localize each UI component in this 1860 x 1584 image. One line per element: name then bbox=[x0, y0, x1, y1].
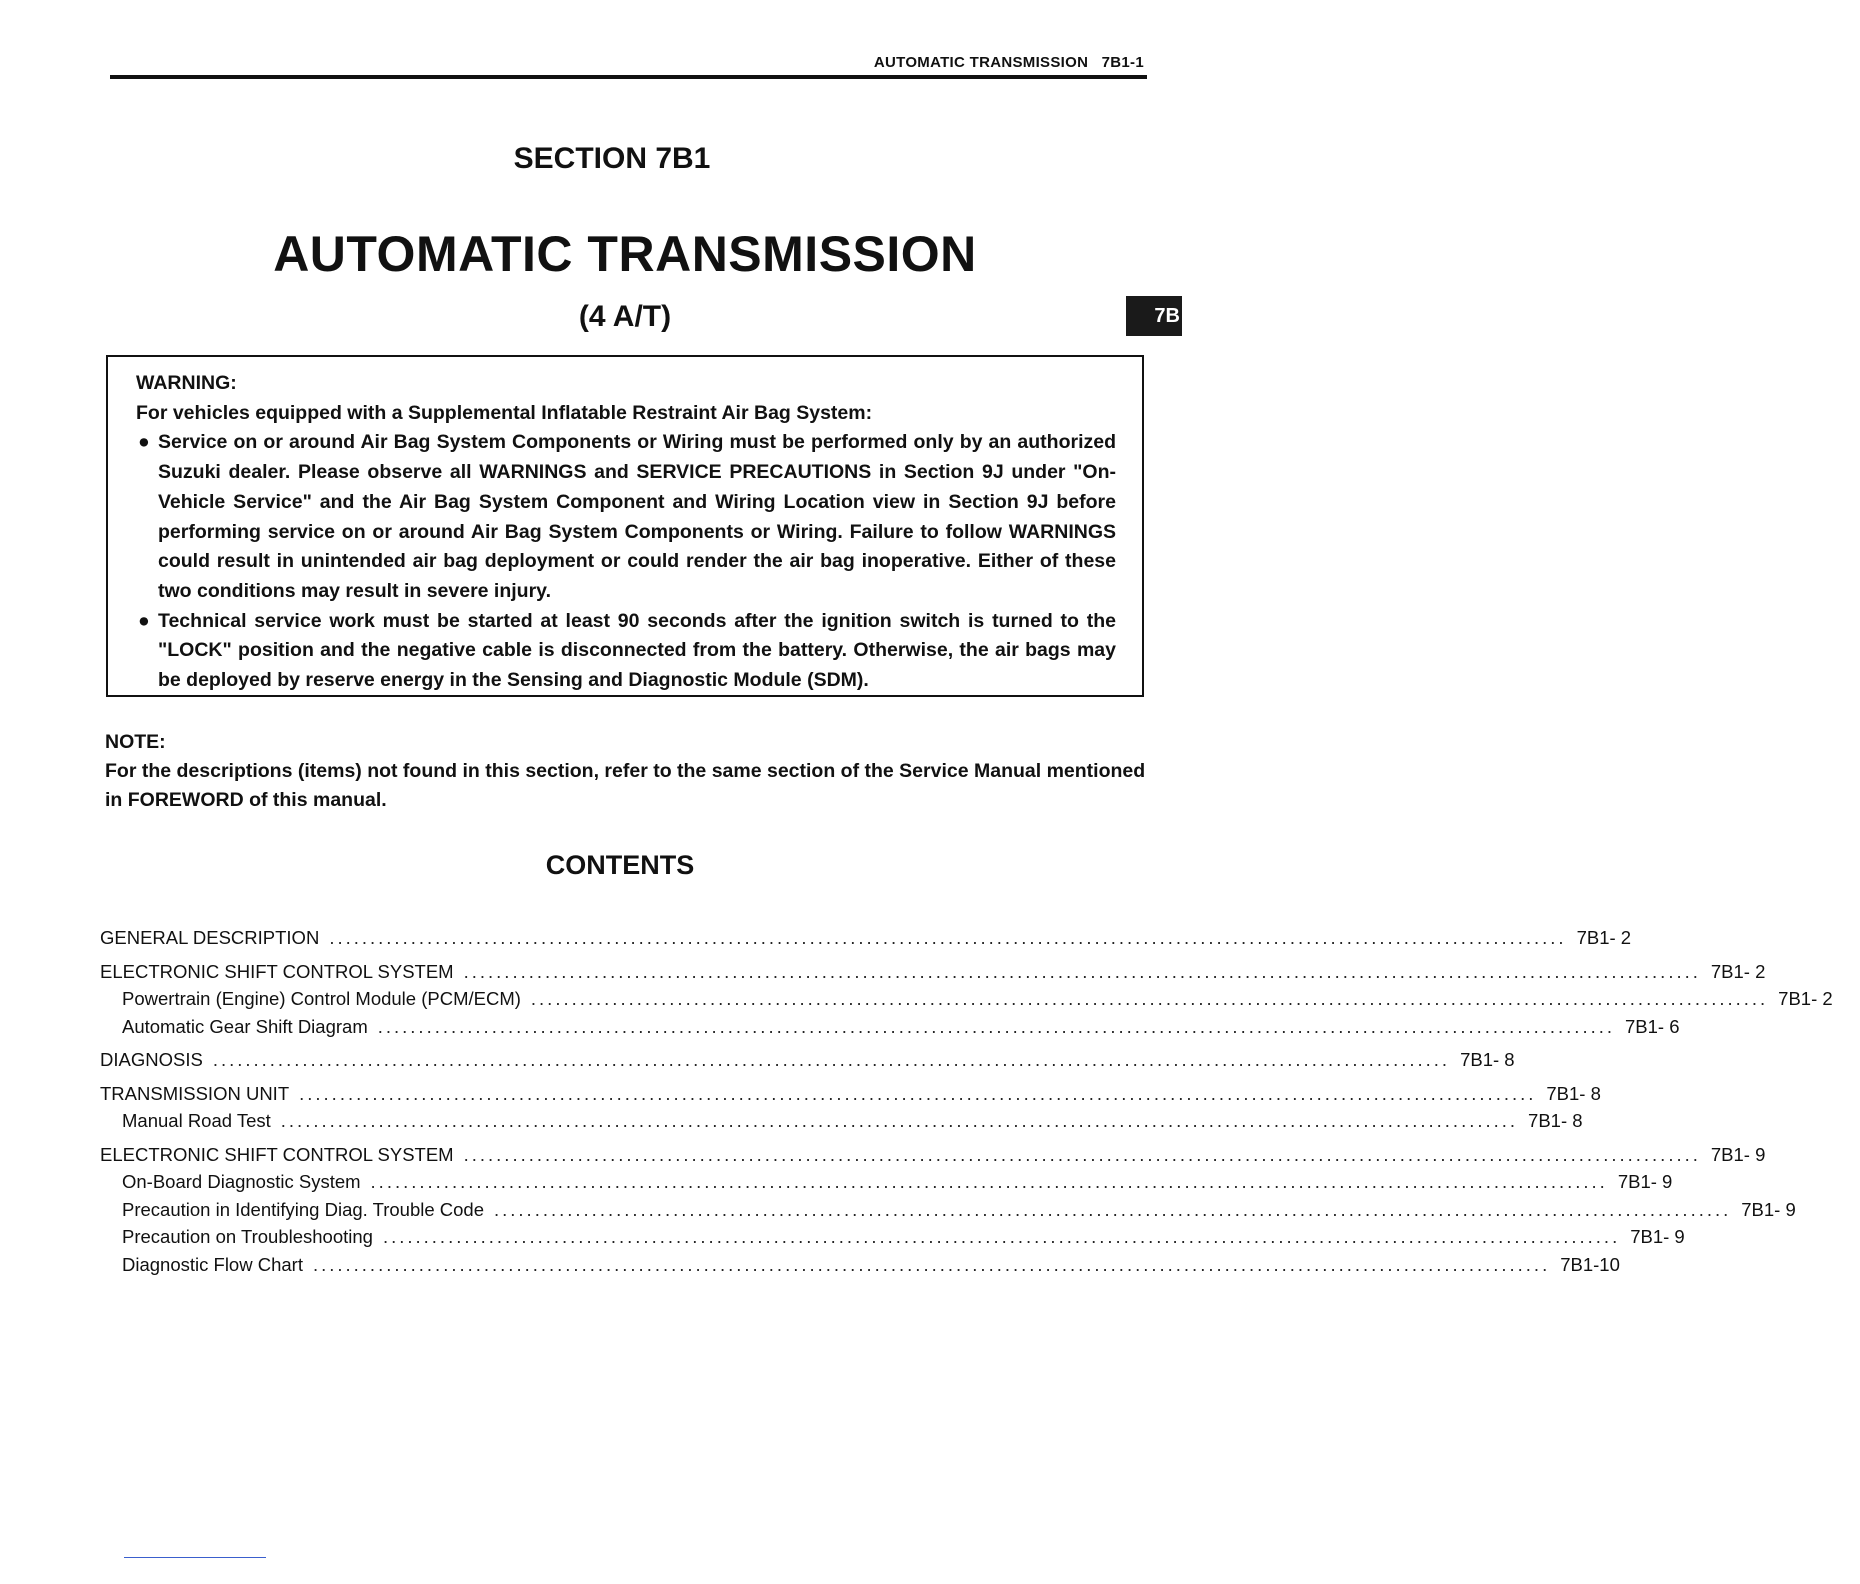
toc-entry-title: ELECTRONIC SHIFT CONTROL SYSTEM bbox=[100, 1143, 454, 1165]
toc-entry[interactable] bbox=[100, 988, 1833, 1016]
toc-entry-title: TRANSMISSION UNIT bbox=[100, 1082, 290, 1104]
toc-entry[interactable] bbox=[100, 1015, 1680, 1044]
toc-entry[interactable] bbox=[100, 1253, 1620, 1282]
toc-entry-title: DIAGNOSIS bbox=[100, 1049, 203, 1070]
note-text: For the descriptions (items) not found in this section, refer to the same section of the Service Manual mentioned in FOREWORD of this manual. bbox=[105, 760, 1146, 811]
toc-entry[interactable] bbox=[100, 927, 1632, 955]
toc-entry-title: Precaution in Identifying Diag. Trouble Code bbox=[122, 1198, 484, 1220]
warning-box bbox=[106, 355, 1144, 697]
toc-entry-page: 7B1- 2 bbox=[1778, 988, 1833, 1009]
section-tab: 7B bbox=[1126, 296, 1182, 336]
warning-bullet bbox=[136, 428, 1116, 606]
toc-entry[interactable] bbox=[100, 1082, 1601, 1111]
toc-leader: ........................................................................................................................................................ bbox=[377, 1015, 1615, 1037]
toc-entry-page: 7B1-10 bbox=[1560, 1253, 1620, 1275]
page-subtitle: (4 A/T) bbox=[578, 300, 672, 333]
warning-title: WARNING: bbox=[136, 372, 237, 394]
toc-entry-title: Powertrain (Engine) Control Module (PCM/ECM) bbox=[122, 988, 521, 1009]
toc-entry[interactable] bbox=[100, 1171, 1673, 1199]
toc-leader: ........................................................................................................................................................ bbox=[530, 988, 1769, 1009]
toc-entry-title: Diagnostic Flow Chart bbox=[122, 1253, 303, 1275]
toc-leader: ........................................................................................................................................................ bbox=[299, 1082, 1537, 1104]
header-rule bbox=[110, 75, 1147, 79]
running-header: AUTOMATIC TRANSMISSION 7B1-1 bbox=[873, 54, 1144, 71]
toc-leader: ........................................................................................................................................................ bbox=[382, 1226, 1621, 1247]
toc-entry[interactable] bbox=[100, 1049, 1515, 1077]
toc-entry-title: On-Board Diagnostic System bbox=[122, 1171, 361, 1192]
warning-list bbox=[136, 428, 1116, 695]
toc-leader: ........................................................................................................................................................ bbox=[212, 1049, 1451, 1070]
bullet-icon: ● bbox=[138, 431, 150, 454]
toc-entry[interactable] bbox=[100, 960, 1766, 989]
warning-bullet bbox=[136, 607, 1116, 696]
warning-intro: For vehicles equipped with a Supplemental Inflatable Restraint Air Bag System: bbox=[136, 401, 873, 424]
toc-entry-page: 7B1- 9 bbox=[1617, 1171, 1673, 1192]
toc-entry-page: 7B1- 6 bbox=[1625, 1015, 1680, 1037]
toc-entry-title: Manual Road Test bbox=[122, 1110, 271, 1131]
toc-leader: ........................................................................................................................................................ bbox=[370, 1171, 1608, 1192]
toc-entry[interactable] bbox=[100, 1226, 1685, 1254]
toc-entry[interactable] bbox=[100, 1110, 1583, 1138]
toc-entry-title: Precaution on Troubleshooting bbox=[122, 1226, 373, 1247]
toc-entry-page: 7B1- 9 bbox=[1630, 1226, 1685, 1247]
note-title: NOTE: bbox=[105, 731, 166, 753]
toc-entry-page: 7B1- 8 bbox=[1546, 1082, 1601, 1104]
toc-entry-page: 7B1- 9 bbox=[1710, 1143, 1766, 1165]
toc-leader: ........................................................................................................................................................ bbox=[494, 1198, 1732, 1220]
toc-leader: ........................................................................................................................................................ bbox=[312, 1253, 1551, 1275]
toc-entry-title: ELECTRONIC SHIFT CONTROL SYSTEM bbox=[100, 960, 454, 982]
page-title: AUTOMATIC TRANSMISSION bbox=[273, 226, 977, 282]
toc-entry-page: 7B1- 8 bbox=[1528, 1110, 1583, 1131]
section-label: SECTION 7B1 bbox=[513, 142, 711, 175]
toc-entry-page: 7B1- 9 bbox=[1741, 1198, 1796, 1220]
contents-title: CONTENTS bbox=[545, 850, 695, 880]
footer-rule bbox=[124, 1557, 266, 1558]
toc-entry-title: GENERAL DESCRIPTION bbox=[100, 927, 320, 948]
toc-entry-page: 7B1- 2 bbox=[1576, 927, 1632, 948]
toc-leader: ........................................................................................................................................................ bbox=[463, 1143, 1701, 1165]
toc-leader: ........................................................................................................................................................ bbox=[463, 960, 1701, 982]
bullet-icon: ● bbox=[138, 609, 150, 632]
toc-entry[interactable] bbox=[100, 1143, 1766, 1172]
warning-bullet-text: Technical service work must be started at least 90 seconds after the ignition switch is turned to the "LOCK" position and the negative cable is disconnected from the battery. Otherwise, the air bags may be deployed by reserve energy in the Sensing and Diagnostic Module (SDM). bbox=[158, 609, 1116, 692]
toc-entry-title: Automatic Gear Shift Diagram bbox=[122, 1015, 368, 1037]
warning-bullet-text: Service on or around Air Bag System Components or Wiring must be performed only by an authorized Suzuki dealer. Please observe all WARNINGS and SERVICE PRECAUTIONS in Section 9J under "On-Vehicle Service" and the Air Bag System Component and Wiring Location view in Section 9J before performing service on or around Air Bag System Components or Wiring. Failure to follow WARNINGS could result in unintended air bag deployment or could render the air bag inoperative. Either of these two conditions may result in severe injury. bbox=[158, 431, 1116, 602]
note-block bbox=[105, 728, 1147, 815]
toc-entry[interactable] bbox=[100, 1198, 1796, 1227]
toc-leader: ........................................................................................................................................................ bbox=[280, 1110, 1519, 1131]
table-of-contents bbox=[100, 927, 1833, 1281]
toc-entry-page: 7B1- 8 bbox=[1460, 1049, 1515, 1070]
toc-leader: ........................................................................................................................................................ bbox=[329, 927, 1567, 948]
toc-entry-page: 7B1- 2 bbox=[1710, 960, 1766, 982]
